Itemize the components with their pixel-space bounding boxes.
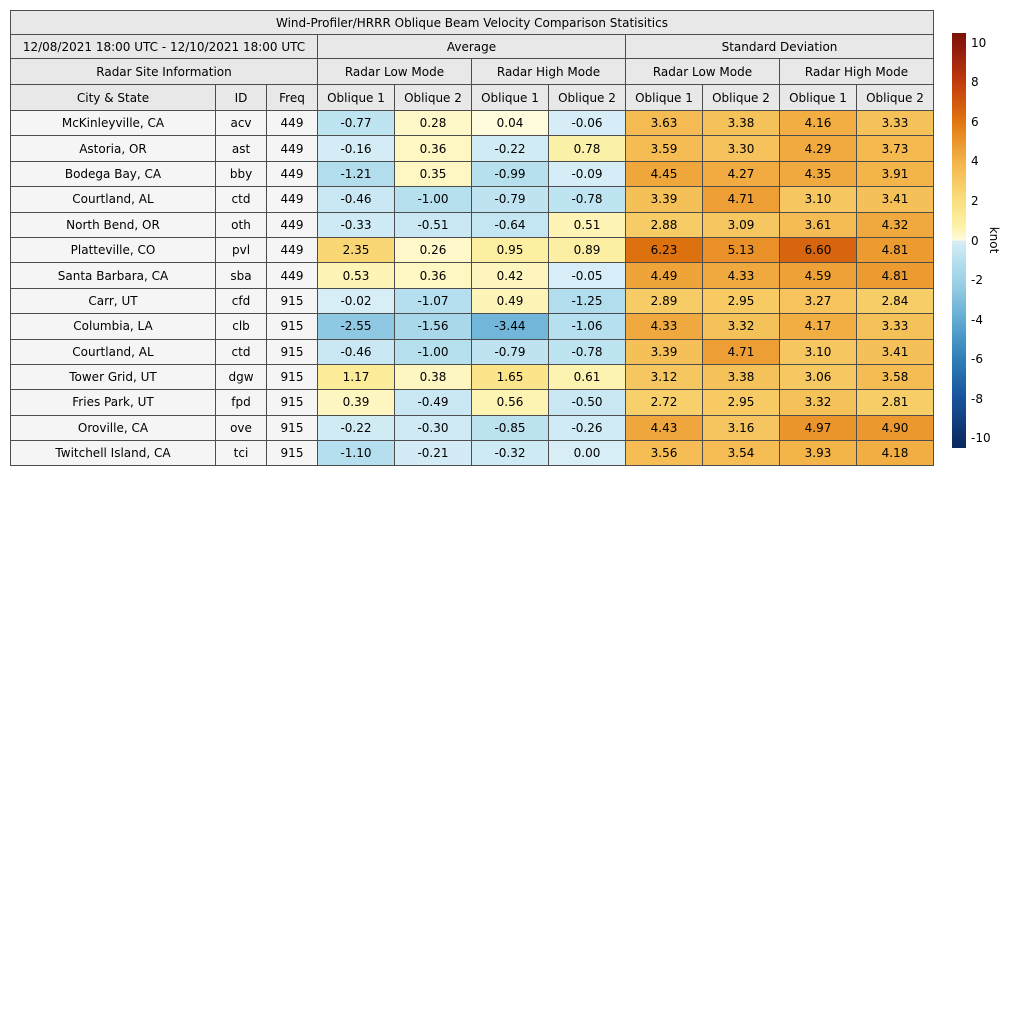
value-cell: 0.95	[472, 237, 549, 262]
value-cell: 6.23	[626, 237, 703, 262]
id-cell: clb	[216, 314, 267, 339]
value-cell: 0.42	[472, 263, 549, 288]
value-cell: 3.39	[626, 339, 703, 364]
value-cell: 0.61	[549, 364, 626, 389]
site-cell: North Bend, OR	[11, 212, 216, 237]
id-cell: ctd	[216, 187, 267, 212]
value-cell: 3.10	[780, 339, 857, 364]
value-cell: 3.56	[626, 441, 703, 466]
value-cell: 4.49	[626, 263, 703, 288]
value-cell: -1.06	[549, 314, 626, 339]
value-cell: -0.85	[472, 415, 549, 440]
value-cell: -0.99	[472, 161, 549, 186]
value-cell: 3.38	[703, 111, 780, 136]
freq-cell: 449	[267, 263, 318, 288]
freq-cell: 449	[267, 161, 318, 186]
col-header-oblique1: Oblique 1	[780, 85, 857, 111]
value-cell: 2.95	[703, 390, 780, 415]
value-cell: -0.51	[395, 212, 472, 237]
value-cell: -0.46	[318, 187, 395, 212]
site-cell: Platteville, CO	[11, 237, 216, 262]
value-cell: -0.09	[549, 161, 626, 186]
value-cell: -0.78	[549, 339, 626, 364]
table-row	[11, 237, 934, 262]
col-header-oblique2: Oblique 2	[549, 85, 626, 111]
table-title: Wind-Profiler/HRRR Oblique Beam Velocity Comparison Statisitics	[11, 11, 934, 35]
site-cell: Tower Grid, UT	[11, 364, 216, 389]
col-header-oblique2: Oblique 2	[703, 85, 780, 111]
id-cell: bby	[216, 161, 267, 186]
freq-cell: 449	[267, 111, 318, 136]
id-cell: dgw	[216, 364, 267, 389]
value-cell: 3.10	[780, 187, 857, 212]
table-row	[11, 161, 934, 186]
id-cell: pvl	[216, 237, 267, 262]
value-cell: -0.21	[395, 441, 472, 466]
table-row	[11, 339, 934, 364]
value-cell: -0.16	[318, 136, 395, 161]
site-cell: Santa Barbara, CA	[11, 263, 216, 288]
freq-cell: 449	[267, 212, 318, 237]
value-cell: 1.17	[318, 364, 395, 389]
value-cell: -1.25	[549, 288, 626, 313]
value-cell: -1.00	[395, 187, 472, 212]
col-header-id: ID	[216, 85, 267, 111]
id-cell: cfd	[216, 288, 267, 313]
colorbar-tick-label: 0	[971, 233, 979, 248]
value-cell: -0.05	[549, 263, 626, 288]
value-cell: -0.32	[472, 441, 549, 466]
table-row	[11, 111, 934, 136]
colorbar-tick-label: 10	[971, 35, 987, 50]
value-cell: 3.41	[857, 339, 934, 364]
value-cell: -1.56	[395, 314, 472, 339]
group-header-average: Average	[318, 35, 626, 59]
site-cell: Astoria, OR	[11, 136, 216, 161]
id-cell: ast	[216, 136, 267, 161]
value-cell: 0.56	[472, 390, 549, 415]
col-header-oblique1: Oblique 1	[318, 85, 395, 111]
value-cell: 0.49	[472, 288, 549, 313]
colorbar-tick-label: -6	[971, 352, 983, 367]
value-cell: 3.38	[703, 364, 780, 389]
value-cell: 0.36	[395, 263, 472, 288]
value-cell: 3.27	[780, 288, 857, 313]
group-header-row	[11, 35, 934, 59]
value-cell: 3.58	[857, 364, 934, 389]
colorbar-tick-label: -2	[971, 273, 983, 288]
value-cell: 0.89	[549, 237, 626, 262]
freq-cell: 915	[267, 441, 318, 466]
value-cell: 2.88	[626, 212, 703, 237]
value-cell: -0.06	[549, 111, 626, 136]
site-cell: Twitchell Island, CA	[11, 441, 216, 466]
title-row	[11, 11, 934, 35]
value-cell: 3.63	[626, 111, 703, 136]
value-cell: 3.33	[857, 111, 934, 136]
value-cell: 0.36	[395, 136, 472, 161]
group-header-std: Standard Deviation	[626, 35, 934, 59]
value-cell: 0.26	[395, 237, 472, 262]
colorbar	[952, 33, 966, 448]
value-cell: 4.59	[780, 263, 857, 288]
value-cell: 0.38	[395, 364, 472, 389]
freq-cell: 449	[267, 187, 318, 212]
table-row	[11, 288, 934, 313]
value-cell: 4.71	[703, 339, 780, 364]
value-cell: 3.33	[857, 314, 934, 339]
value-cell: 5.13	[703, 237, 780, 262]
id-cell: fpd	[216, 390, 267, 415]
value-cell: 0.51	[549, 212, 626, 237]
value-cell: 3.41	[857, 187, 934, 212]
value-cell: -0.26	[549, 415, 626, 440]
value-cell: 4.97	[780, 415, 857, 440]
value-cell: 0.04	[472, 111, 549, 136]
colorbar-gradient	[952, 33, 966, 448]
value-cell: 3.54	[703, 441, 780, 466]
value-cell: -0.49	[395, 390, 472, 415]
colorbar-tick-label: -4	[971, 312, 983, 327]
colorbar-unit-label: knot	[987, 226, 1001, 254]
value-cell: 2.72	[626, 390, 703, 415]
value-cell: -1.00	[395, 339, 472, 364]
value-cell: 3.09	[703, 212, 780, 237]
value-cell: 3.59	[626, 136, 703, 161]
col-header-freq: Freq	[267, 85, 318, 111]
value-cell: 6.60	[780, 237, 857, 262]
value-cell: 3.16	[703, 415, 780, 440]
freq-cell: 915	[267, 314, 318, 339]
site-cell: Courtland, AL	[11, 187, 216, 212]
date-range-cell: 12/08/2021 18:00 UTC - 12/10/2021 18:00 UTC	[11, 35, 318, 59]
value-cell: 2.84	[857, 288, 934, 313]
value-cell: -1.21	[318, 161, 395, 186]
value-cell: 4.45	[626, 161, 703, 186]
value-cell: 2.35	[318, 237, 395, 262]
colorbar-tick-label: -10	[971, 431, 991, 446]
table-row	[11, 136, 934, 161]
value-cell: 2.81	[857, 390, 934, 415]
value-cell: 0.53	[318, 263, 395, 288]
mode-header-high: Radar High Mode	[780, 59, 934, 85]
value-cell: 4.43	[626, 415, 703, 440]
mode-header-high: Radar High Mode	[472, 59, 626, 85]
site-cell: Columbia, LA	[11, 314, 216, 339]
site-cell: Courtland, AL	[11, 339, 216, 364]
value-cell: -0.50	[549, 390, 626, 415]
colorbar-tick-label: 8	[971, 75, 979, 90]
value-cell: -0.79	[472, 339, 549, 364]
site-cell: Bodega Bay, CA	[11, 161, 216, 186]
value-cell: 4.90	[857, 415, 934, 440]
colorbar-tick-label: 2	[971, 193, 979, 208]
id-cell: sba	[216, 263, 267, 288]
value-cell: 2.95	[703, 288, 780, 313]
site-cell: McKinleyville, CA	[11, 111, 216, 136]
colorbar-tick-label: 4	[971, 154, 979, 169]
value-cell: 3.32	[703, 314, 780, 339]
table-row	[11, 263, 934, 288]
table-row	[11, 390, 934, 415]
col-header-oblique1: Oblique 1	[626, 85, 703, 111]
value-cell: -2.55	[318, 314, 395, 339]
freq-cell: 915	[267, 364, 318, 389]
colorbar-tick-label: -8	[971, 391, 983, 406]
table-row	[11, 187, 934, 212]
value-cell: -1.10	[318, 441, 395, 466]
mode-header-low: Radar Low Mode	[318, 59, 472, 85]
value-cell: 3.32	[780, 390, 857, 415]
table-row	[11, 441, 934, 466]
value-cell: 4.33	[626, 314, 703, 339]
site-cell: Carr, UT	[11, 288, 216, 313]
value-cell: 4.16	[780, 111, 857, 136]
freq-cell: 915	[267, 288, 318, 313]
value-cell: -0.02	[318, 288, 395, 313]
value-cell: 4.32	[857, 212, 934, 237]
id-cell: tci	[216, 441, 267, 466]
col-header-oblique1: Oblique 1	[472, 85, 549, 111]
value-cell: -0.22	[472, 136, 549, 161]
id-cell: ove	[216, 415, 267, 440]
value-cell: 3.61	[780, 212, 857, 237]
value-cell: 3.91	[857, 161, 934, 186]
value-cell: -1.07	[395, 288, 472, 313]
value-cell: 0.00	[549, 441, 626, 466]
site-cell: Oroville, CA	[11, 415, 216, 440]
value-cell: 4.17	[780, 314, 857, 339]
value-cell: -0.78	[549, 187, 626, 212]
id-cell: oth	[216, 212, 267, 237]
value-cell: 0.39	[318, 390, 395, 415]
value-cell: -3.44	[472, 314, 549, 339]
value-cell: 4.33	[703, 263, 780, 288]
col-header-oblique2: Oblique 2	[395, 85, 472, 111]
colorbar-tick-label: 6	[971, 114, 979, 129]
value-cell: 3.39	[626, 187, 703, 212]
value-cell: -0.79	[472, 187, 549, 212]
value-cell: 4.71	[703, 187, 780, 212]
table-row	[11, 415, 934, 440]
freq-cell: 915	[267, 415, 318, 440]
site-cell: Fries Park, UT	[11, 390, 216, 415]
value-cell: -0.33	[318, 212, 395, 237]
freq-cell: 915	[267, 339, 318, 364]
table-row	[11, 212, 934, 237]
table-row	[11, 314, 934, 339]
value-cell: -0.77	[318, 111, 395, 136]
freq-cell: 915	[267, 390, 318, 415]
mode-header-low: Radar Low Mode	[626, 59, 780, 85]
value-cell: -0.64	[472, 212, 549, 237]
value-cell: 0.28	[395, 111, 472, 136]
value-cell: 4.35	[780, 161, 857, 186]
value-cell: 4.18	[857, 441, 934, 466]
freq-cell: 449	[267, 237, 318, 262]
id-cell: ctd	[216, 339, 267, 364]
value-cell: 4.27	[703, 161, 780, 186]
value-cell: 4.81	[857, 263, 934, 288]
table-row	[11, 364, 934, 389]
value-cell: 0.78	[549, 136, 626, 161]
value-cell: -0.22	[318, 415, 395, 440]
value-cell: 1.65	[472, 364, 549, 389]
column-header-row	[11, 85, 934, 111]
value-cell: 3.73	[857, 136, 934, 161]
value-cell: -0.46	[318, 339, 395, 364]
value-cell: 3.30	[703, 136, 780, 161]
value-cell: 2.89	[626, 288, 703, 313]
value-cell: 3.06	[780, 364, 857, 389]
col-header-city: City & State	[11, 85, 216, 111]
value-cell: 0.35	[395, 161, 472, 186]
statistics-table	[10, 10, 934, 466]
value-cell: 3.12	[626, 364, 703, 389]
value-cell: 3.93	[780, 441, 857, 466]
col-header-oblique2: Oblique 2	[857, 85, 934, 111]
value-cell: 4.81	[857, 237, 934, 262]
freq-cell: 449	[267, 136, 318, 161]
group-header-site-info: Radar Site Information	[11, 59, 318, 85]
value-cell: -0.30	[395, 415, 472, 440]
mode-header-row	[11, 59, 934, 85]
value-cell: 4.29	[780, 136, 857, 161]
id-cell: acv	[216, 111, 267, 136]
